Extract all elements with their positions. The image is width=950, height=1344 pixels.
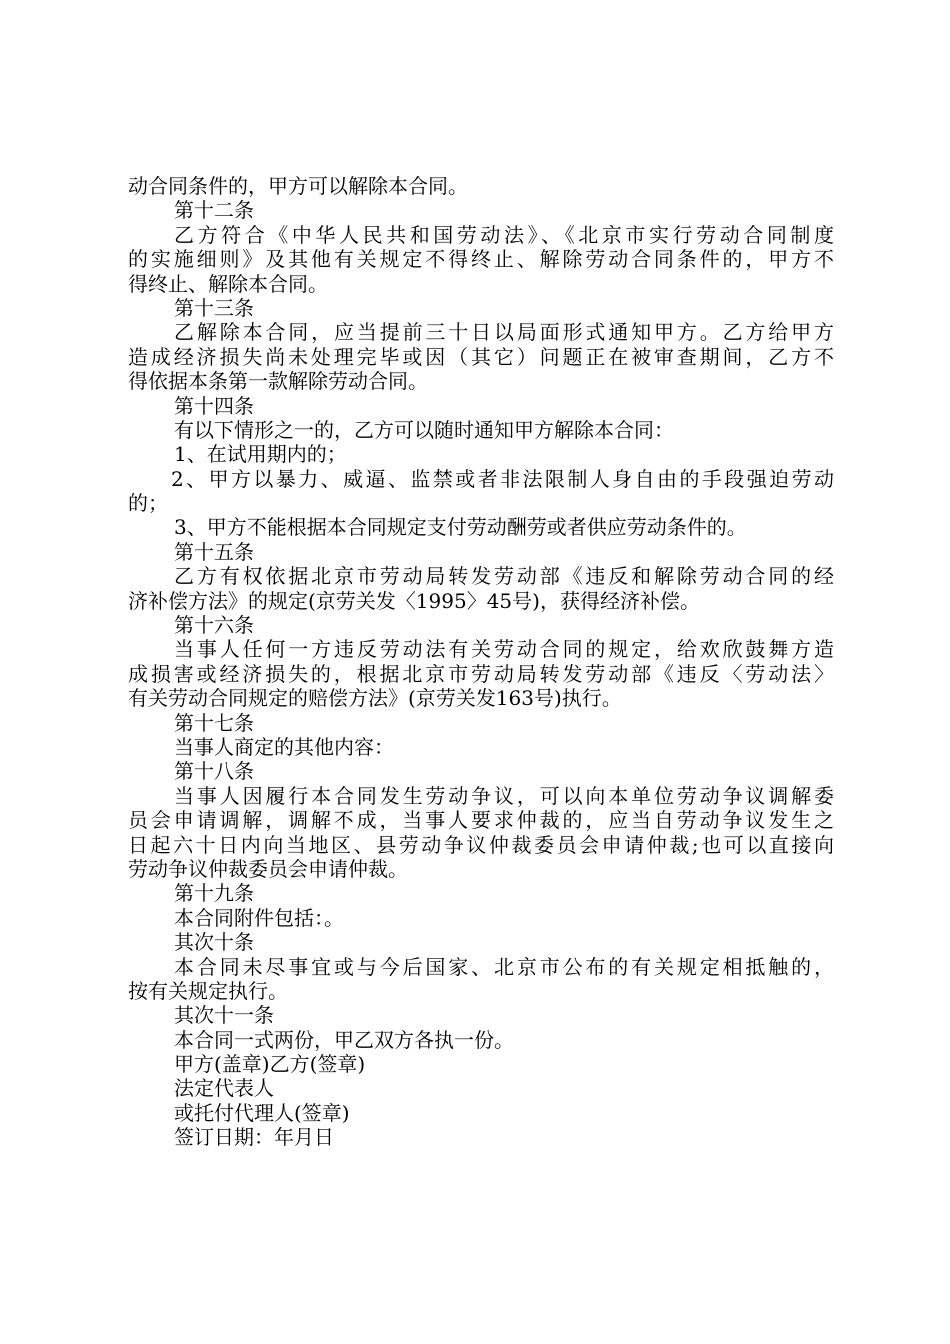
text-line: 员会申请调解，调解不成，当事人要求仲裁的，应当自劳动争议发生之 [128, 808, 834, 833]
text-line: 动合同条件的，甲方可以解除本合同。 [128, 174, 468, 198]
text-line: 有关劳动合同规定的赔偿方法》(京劳关发163号)执行。 [128, 686, 622, 711]
text-line: 乙方符合《中华人民共和国劳动法》、《北京市实行劳动合同制度 [174, 222, 834, 247]
text-line: 济补偿方法》的规定(京劳关发〈1995〉45号)，获得经济补偿。 [128, 588, 700, 613]
text-line: 有以下情形之一的，乙方可以随时通知甲方解除本合同： [174, 417, 674, 442]
text-line: 得终止、解除本合同。 [128, 271, 328, 296]
text-line: 第十六条 [174, 613, 254, 638]
text-line: 其次十条 [174, 930, 254, 955]
text-line: 其次十一条 [174, 1003, 274, 1028]
text-line: 第十七条 [174, 710, 254, 735]
text-line: 劳动争议仲裁委员会申请仲裁。 [128, 856, 408, 881]
text-line: 3、甲方不能根据本合同规定支付劳动酬劳或者供应劳动条件的。 [174, 515, 747, 540]
text-line: 造成经济损失尚未处理完毕或因（其它）问题正在被审查期间，乙方不 [128, 344, 834, 369]
text-line: 本合同未尽事宜或与今后国家、北京市公布的有关规定相抵触的， [174, 954, 834, 979]
text-line: 当事人任何一方违反劳动法有关劳动合同的规定，给欢欣鼓舞方造 [174, 637, 834, 662]
text-line: 乙解除本合同，应当提前三十日以局面形式通知甲方。乙方给甲方 [174, 320, 834, 345]
text-line: 的； [128, 491, 168, 516]
text-line: 当事人商定的其他内容： [174, 734, 394, 759]
text-line: 甲方(盖章)乙方(签章) [174, 1052, 366, 1077]
text-line: 乙方有权依据北京市劳动局转发劳动部《违反和解除劳动合同的经 [174, 564, 834, 589]
text-line: 第十九条 [174, 881, 254, 906]
text-line: 或托付代理人(签章) [174, 1100, 350, 1125]
text-line: 第十八条 [174, 759, 254, 784]
text-line: 的实施细则》及其他有关规定不得终止、解除劳动合同条件的，甲方不 [128, 247, 834, 272]
text-line: 日起六十日内向当地区、县劳动争议仲裁委员会申请仲裁;也可以直接向 [128, 832, 834, 857]
text-line: 第十三条 [174, 295, 254, 320]
text-line: 法定代表人 [174, 1076, 274, 1101]
text-line: 得依据本条第一款解除劳动合同。 [128, 369, 428, 394]
text-line: 第十五条 [174, 539, 254, 564]
text-line: 成损害或经济损失的，根据北京市劳动局转发劳动部《违反〈劳动法〉 [128, 661, 834, 686]
text-line: 2、甲方以暴力、威逼、监禁或者非法限制人身自由的手段强迫劳动 [171, 466, 834, 491]
text-line: 本合同附件包括：。 [174, 905, 344, 930]
text-line: 第十二条 [174, 198, 254, 223]
text-line: 1、在试用期内的； [174, 442, 347, 467]
text-line: 当事人因履行本合同发生劳动争议，可以向本单位劳动争议调解委 [174, 783, 834, 808]
text-line: 第十四条 [174, 393, 254, 418]
text-line: 签订日期：年月日 [174, 1125, 334, 1150]
document-body [128, 174, 834, 1150]
text-line: 本合同一式两份，甲乙双方各执一份。 [174, 1027, 514, 1052]
text-line: 按有关规定执行。 [128, 978, 288, 1003]
